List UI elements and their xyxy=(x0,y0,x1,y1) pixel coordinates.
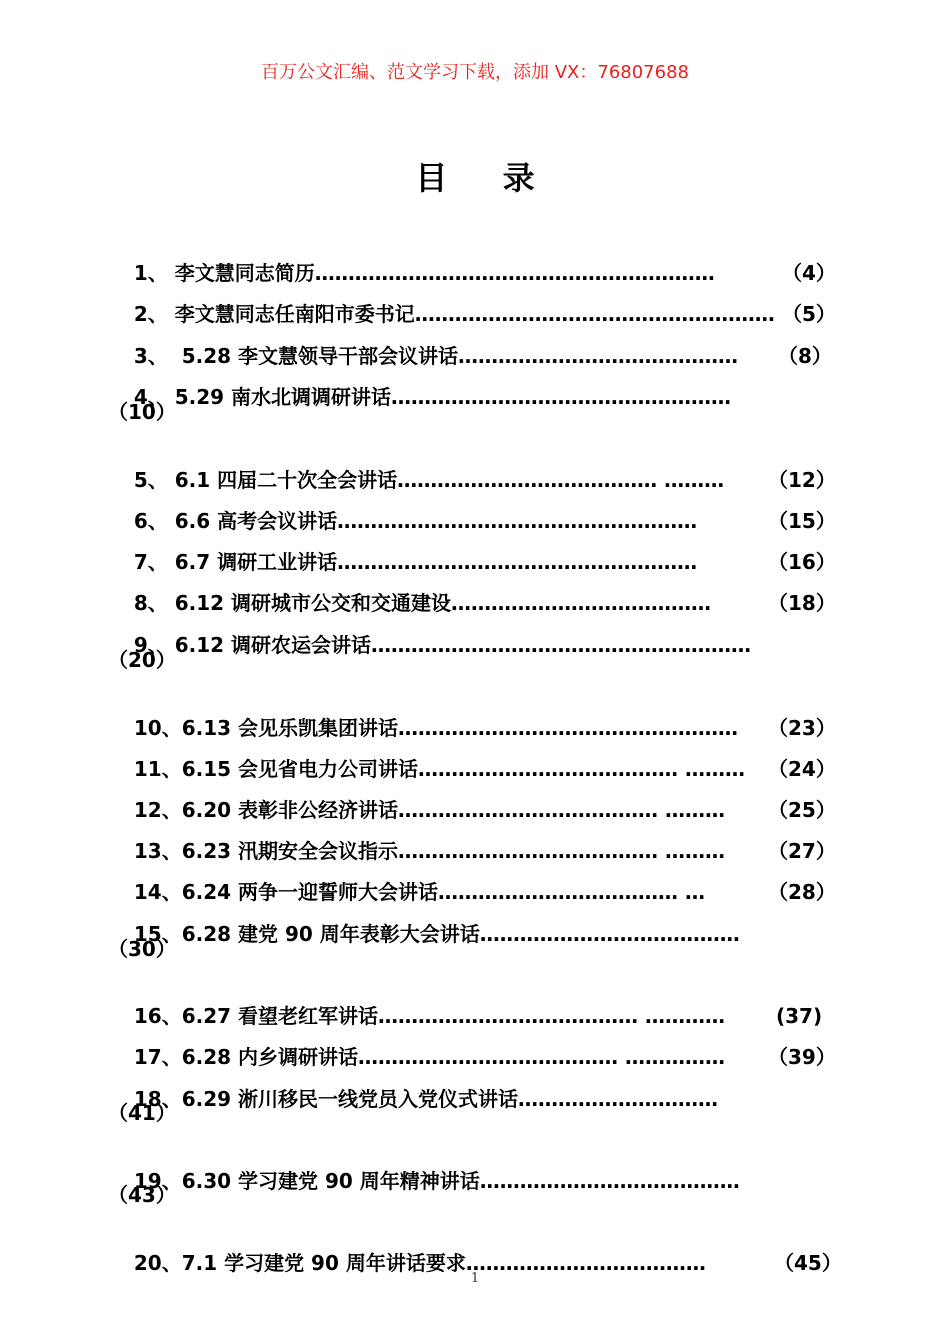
toc-page-number: （25） xyxy=(768,798,836,822)
header-watermark-text: 百万公文汇编、范文学习下载，添加 VX：76807688 xyxy=(261,62,689,83)
toc-leader-dots: ………………………… xyxy=(518,1087,718,1111)
toc-leader-dots: …………………………………………… xyxy=(391,385,732,409)
toc-page-number[interactable]: （10） xyxy=(108,400,176,424)
toc-leader-dots: ………………………………………………… xyxy=(371,633,752,657)
toc-page-number: （45） xyxy=(774,1251,842,1275)
toc-leader-dots: ………………………………… ……… xyxy=(397,468,725,492)
toc-page-number[interactable]: （41） xyxy=(108,1101,176,1125)
toc-leader-dots: …………………………………………… xyxy=(398,716,738,740)
toc-leader-dots: ………………………………… xyxy=(451,591,712,615)
toc-page-number: (37) xyxy=(776,1004,823,1028)
toc-page-number: （4） xyxy=(782,261,836,285)
toc-entry-text: 3、 5.28 李文慧领导干部会议讲话 xyxy=(133,344,459,368)
toc-page-number: （15） xyxy=(768,509,836,533)
toc-leader-dots: ……………………………… … xyxy=(438,880,705,904)
page-number-footer: 1 xyxy=(470,1271,480,1286)
toc-page-number: （24） xyxy=(768,757,836,781)
toc-entry[interactable] xyxy=(106,1060,718,1138)
toc-entry[interactable] xyxy=(106,358,731,436)
toc-entry-text: 6、 6.6 高考会议讲话 xyxy=(133,509,338,533)
toc-page-number: （23） xyxy=(768,716,836,740)
toc-entry-text: 13、6.23 汛期安全会议指示 xyxy=(133,839,398,863)
toc-leader-dots: ………………………………… ………… xyxy=(378,1004,725,1028)
toc-entry[interactable] xyxy=(106,895,740,973)
toc-entry-text: 4、 5.29 南水北调调研讲话 xyxy=(133,385,392,409)
toc-leader-dots: …………………………………………………… xyxy=(314,261,715,285)
toc-entry-text: 19、6.30 学习建党 90 周年精神讲话 xyxy=(133,1169,480,1193)
toc-leader-dots: ………………………………… xyxy=(479,1169,740,1193)
toc-entry-text: 5、 6.1 四届二十次全会讲话 xyxy=(133,468,398,492)
toc-entry-text: 14、6.24 两争一迎誓师大会讲话 xyxy=(133,880,438,904)
toc-page-number[interactable]: （20） xyxy=(108,648,176,672)
toc-leader-dots: ………………………………… ……… xyxy=(418,757,745,781)
toc-page-number: （5） xyxy=(782,302,836,326)
toc-entry[interactable] xyxy=(106,1224,842,1302)
toc-page-number: （28） xyxy=(768,880,836,904)
toc-leader-dots: ………………………………… xyxy=(479,922,740,946)
toc-entry-text: 16、6.27 看望老红军讲话 xyxy=(133,1004,378,1028)
toc-entry-text: 20、7.1 学习建党 90 周年讲话要求 xyxy=(133,1251,466,1275)
toc-leader-dots: ……………………………………………… xyxy=(414,302,775,326)
toc-leader-dots: ……………………………………………… xyxy=(337,550,698,574)
toc-entry-text: 2、 李文慧同志任南阳市委书记 xyxy=(133,302,415,326)
toc-entry-text: 17、6.28 内乡调研讲话 xyxy=(133,1045,358,1069)
toc-entry-text: 1、 李文慧同志简历 xyxy=(133,261,315,285)
toc-entry-text: 18、6.29 淅川移民一线党员入党仪式讲话 xyxy=(133,1087,518,1111)
toc-entry-text: 7、 6.7 调研工业讲话 xyxy=(133,550,338,574)
toc-page-number: （39） xyxy=(768,1045,836,1069)
toc-page-number: （18） xyxy=(768,591,836,615)
toc-page-number: （8） xyxy=(778,344,832,368)
toc-page-number: （16） xyxy=(768,550,836,574)
toc-leader-dots: ………………………………… …………… xyxy=(358,1045,725,1069)
toc-leader-dots: ………………………………… ……… xyxy=(398,798,725,822)
toc-leader-dots: ……………………………………………… xyxy=(337,509,698,533)
toc-page-number[interactable]: （30） xyxy=(108,937,176,961)
toc-entry-text: 15、6.28 建党 90 周年表彰大会讲话 xyxy=(133,922,480,946)
toc-page-number[interactable]: （43） xyxy=(108,1183,176,1207)
toc-entry[interactable] xyxy=(106,606,751,684)
toc-page-number: （27） xyxy=(768,839,836,863)
toc-entry-text: 10、6.13 会见乐凯集团讲话 xyxy=(133,716,398,740)
toc-page-number: （12） xyxy=(768,468,836,492)
toc-leader-dots: ………………………………… ……… xyxy=(398,839,725,863)
page-title: 目 录 xyxy=(415,159,557,197)
toc-entry-text: 8、 6.12 调研城市公交和交通建设 xyxy=(133,591,452,615)
toc-entry-text: 12、6.20 表彰非公经济讲话 xyxy=(133,798,398,822)
toc-leader-dots: ……………………………… xyxy=(465,1251,706,1275)
toc-entry[interactable] xyxy=(106,1142,740,1220)
toc-entry-text: 9、 6.12 调研农运会讲话 xyxy=(133,633,372,657)
toc-entry-text: 11、6.15 会见省电力公司讲话 xyxy=(133,757,418,781)
toc-leader-dots: …………………………………… xyxy=(458,344,739,368)
